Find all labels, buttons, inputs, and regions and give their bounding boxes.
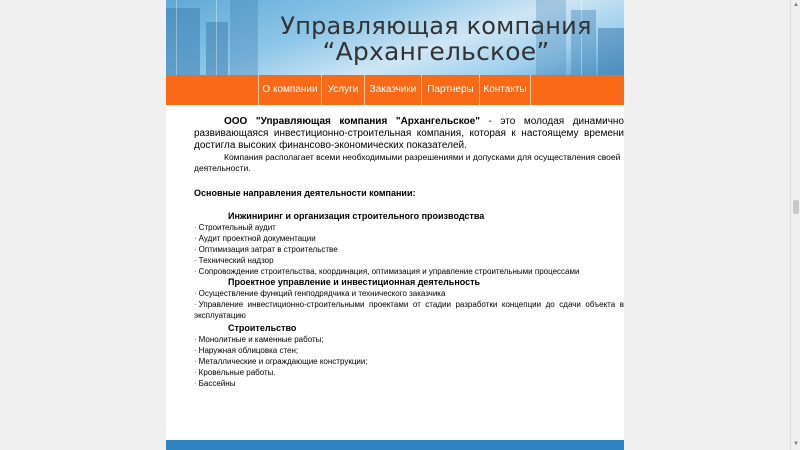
list-item: · Металлические и ограждающие конструкции; — [194, 357, 368, 366]
group-heading-construction: Строительство — [228, 323, 297, 333]
site-title-line2: “Архангельское” — [322, 37, 550, 66]
company-name: ООО "Управляющая компания "Архангельское" — [224, 116, 480, 127]
list-item: · Сопровождение строительства, координация, оптимизация и управление строительными процессами — [194, 267, 580, 276]
footer-bar — [166, 440, 624, 450]
project-list — [194, 288, 624, 321]
nav-item-clients[interactable]: Заказчики — [364, 75, 421, 105]
list-item: · Осуществление функций генподрядчика и технического заказчика — [194, 289, 446, 298]
header-banner — [166, 0, 624, 75]
directions-title: Основные направления деятельности компании: — [194, 188, 416, 198]
list-item: · Управление инвестиционно-строительными проектами от стадии разработки концепции до сдачи объекта в эксплуатацию — [194, 300, 624, 320]
list-item: · Оптимизация затрат в строительстве — [194, 245, 338, 254]
nav-item-services[interactable]: Услуги — [321, 75, 364, 105]
scroll-up-icon[interactable]: ▲ — [793, 2, 799, 8]
group-heading-project: Проектное управление и инвестиционная деятельность — [228, 277, 481, 287]
site-title — [256, 14, 616, 64]
construction-list — [194, 334, 624, 389]
site-title-line1: Управляющая компания — [280, 12, 592, 40]
intro-text: - это молодая динамично развивающаяся инвестиционно-строительная компания, которая к настоящему времени достигла высоких финансово-экономических показателей. — [194, 116, 624, 151]
nav-item-partners[interactable]: Партнеры — [421, 75, 479, 105]
list-item: · Наружная облицовка стен; — [194, 346, 299, 355]
scroll-down-icon[interactable]: ▼ — [793, 441, 799, 447]
group-heading-engineering: Инжиниринг и организация строительного производства — [228, 211, 485, 221]
main-content — [194, 116, 624, 389]
main-nav — [166, 75, 624, 105]
nav-item-about[interactable]: О компании — [258, 75, 321, 105]
engineering-list — [194, 222, 624, 277]
intro-paragraph — [194, 116, 624, 152]
list-item: · Монолитные и каменные работы; — [194, 335, 324, 344]
page-container — [166, 0, 624, 450]
vertical-scrollbar[interactable] — [790, 0, 800, 450]
permits-paragraph: Компания располагает всеми необходимыми разрешениями и допусками для осуществления своей деятельности. — [194, 152, 621, 173]
scroll-thumb[interactable] — [793, 200, 799, 214]
list-item: · Кровельные работы. — [194, 368, 276, 377]
list-item: · Бассейны — [194, 379, 236, 388]
list-item: · Строительный аудит — [194, 223, 276, 232]
list-item: · Аудит проектной документации — [194, 234, 316, 243]
nav-item-contacts[interactable]: Контакты — [479, 75, 531, 105]
list-item: · Технический надзор — [194, 256, 274, 265]
